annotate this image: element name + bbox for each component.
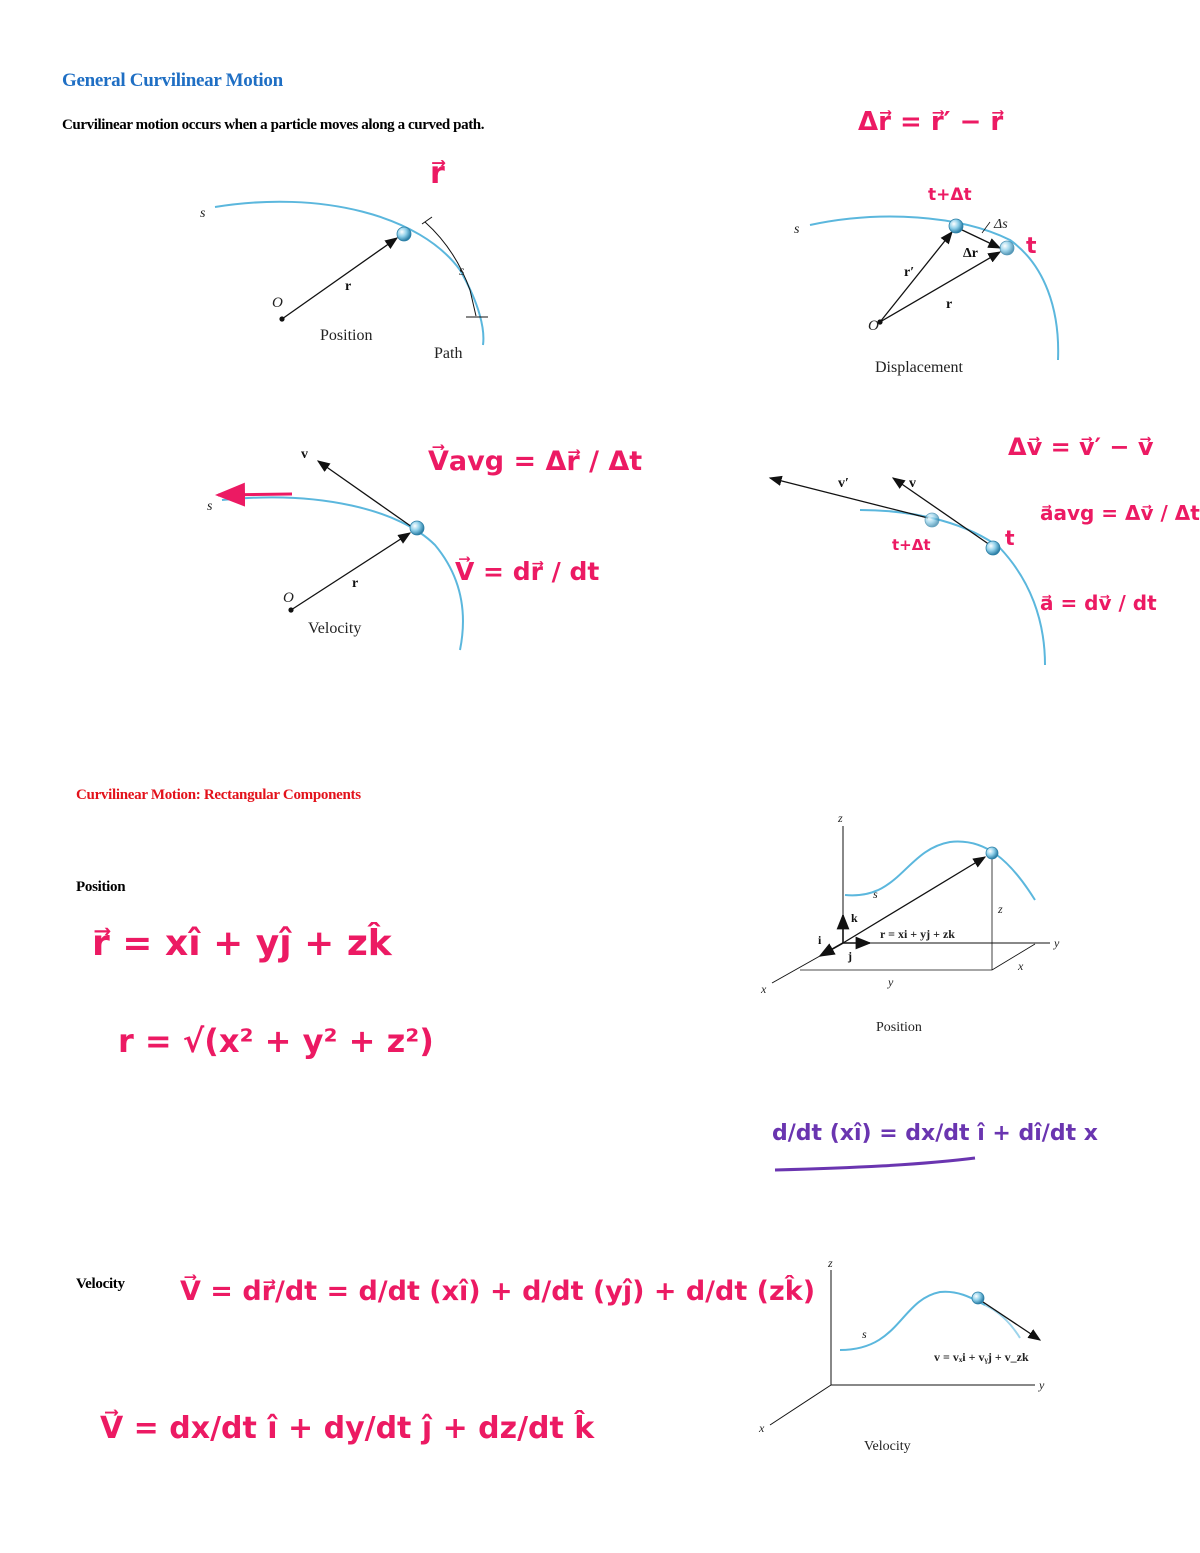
v-vector-6 — [980, 1300, 1040, 1340]
note-a-avg: a⃗avg = Δv⃗ / Δt — [1040, 501, 1200, 525]
particle — [397, 227, 411, 241]
path-curve-4 — [860, 510, 1045, 665]
delta-s-label: Δs — [994, 217, 1008, 232]
rect-velocity-caption: Velocity — [864, 1439, 911, 1454]
s-label-3: s — [207, 499, 213, 514]
r-prime-vector — [880, 232, 952, 322]
v-prime-label: v′ — [838, 476, 849, 491]
x-length-label: x — [1018, 959, 1024, 973]
intro-text: Curvilinear motion occurs when a particle moves along a curved path. — [62, 117, 485, 133]
k-label: k — [851, 911, 858, 925]
s-label-2: s — [794, 222, 800, 237]
origin-label: O — [272, 295, 283, 311]
y-length-label: y — [888, 975, 894, 989]
figure-position — [200, 202, 488, 362]
figure-acceleration — [770, 476, 1045, 665]
handwritten-notes — [92, 107, 1200, 1446]
note-derivative: d/dt (xî) = dx/dt î + dî/dt x — [772, 1121, 1098, 1146]
note-r-vector: r⃗ — [430, 156, 445, 191]
z-label: z — [838, 811, 843, 825]
i-label: i — [818, 933, 822, 947]
y-label-6: y — [1039, 1378, 1045, 1392]
particle-earlier — [1000, 241, 1014, 255]
path-curve — [215, 202, 483, 345]
v-prime-vector — [770, 478, 928, 518]
note-a-inst: a⃗ = dv⃗ / dt — [1040, 591, 1157, 615]
position-label: Position — [76, 879, 126, 895]
figure-rect-position — [760, 811, 1060, 1035]
v-vector — [318, 461, 412, 527]
v-label-4: v — [909, 476, 916, 491]
path-curve-2 — [810, 217, 1058, 360]
particle-4 — [986, 541, 1000, 555]
v-label: v — [301, 447, 308, 462]
s-label-6: s — [862, 1327, 867, 1341]
r-label: r — [345, 279, 352, 294]
note-v-definition: V⃗ = dr⃗/dt = d/dt (xî) + d/dt (yĵ) + d/dt (zk̂) — [180, 1276, 816, 1307]
page-heading: General Curvilinear Motion — [62, 70, 283, 91]
figure-displacement — [794, 217, 1058, 376]
note-v-result: V⃗ = dx/dt î + dy/dt ĵ + dz/dt k̂ — [100, 1411, 595, 1446]
z-length-label: z — [998, 902, 1003, 916]
delta-r-label: Δr — [963, 246, 978, 261]
note-t: t — [1026, 234, 1037, 259]
origin-label-3: O — [283, 590, 294, 606]
r-equation-label: r = xi + yj + zk — [880, 927, 955, 941]
s-arc-label: s — [459, 264, 465, 279]
tangent-arrow-ink — [218, 494, 292, 495]
note-v-avg: V⃗avg = Δr⃗ / Δt — [428, 446, 643, 477]
section-heading-rectangular: Curvilinear Motion: Rectangular Components — [76, 787, 361, 803]
z-label-6: z — [828, 1256, 833, 1270]
arc-length-dim — [425, 222, 476, 316]
particle-later — [949, 219, 963, 233]
position-vector — [282, 238, 397, 319]
velocity-caption: Velocity — [308, 620, 362, 637]
origin-label-2: O — [868, 318, 879, 334]
velocity-label: Velocity — [76, 1276, 125, 1292]
particle-later-4 — [925, 513, 939, 527]
path-caption: Path — [434, 345, 463, 362]
v-vector-4 — [893, 478, 990, 545]
r-vector — [880, 252, 1000, 322]
displacement-caption: Displacement — [875, 359, 963, 376]
r-prime-label: r′ — [904, 265, 915, 280]
r-label-2: r — [946, 297, 953, 312]
s-label: s — [200, 206, 206, 221]
x-axis-6 — [770, 1385, 831, 1425]
j-label: j — [848, 949, 852, 963]
x-label-6: x — [759, 1421, 765, 1435]
r-vector-3 — [291, 533, 410, 610]
x-label: x — [761, 982, 767, 996]
note-r-magnitude: r = √(x² + y² + z²) — [118, 1022, 434, 1060]
origin-point — [279, 316, 284, 321]
note-t-2: t — [1005, 526, 1015, 550]
y-label: y — [1054, 936, 1060, 950]
note-r-components: r⃗ = xî + yĵ + zk̂ — [92, 923, 392, 964]
note-underline — [775, 1158, 975, 1170]
note-delta-r: Δr⃗ = r⃗′ − r⃗ — [858, 107, 1004, 137]
figure-velocity — [207, 447, 463, 650]
r-label-3: r — [352, 576, 359, 591]
s-label-5: s — [873, 887, 878, 901]
path-curve-6 — [840, 1292, 985, 1350]
note-t-plus-dt: t+Δt — [928, 185, 972, 205]
position-caption: Position — [320, 327, 373, 344]
note-t-plus-dt-2: t+Δt — [892, 536, 931, 554]
particle-3 — [410, 521, 424, 535]
v-equation-label: v = vₓi + vᵧj + v_zk — [934, 1350, 1029, 1364]
note-v-inst: V⃗ = dr⃗ / dt — [455, 557, 600, 586]
rect-position-caption: Position — [876, 1020, 922, 1035]
note-delta-v: Δv⃗ = v⃗′ − v⃗ — [1008, 433, 1154, 461]
